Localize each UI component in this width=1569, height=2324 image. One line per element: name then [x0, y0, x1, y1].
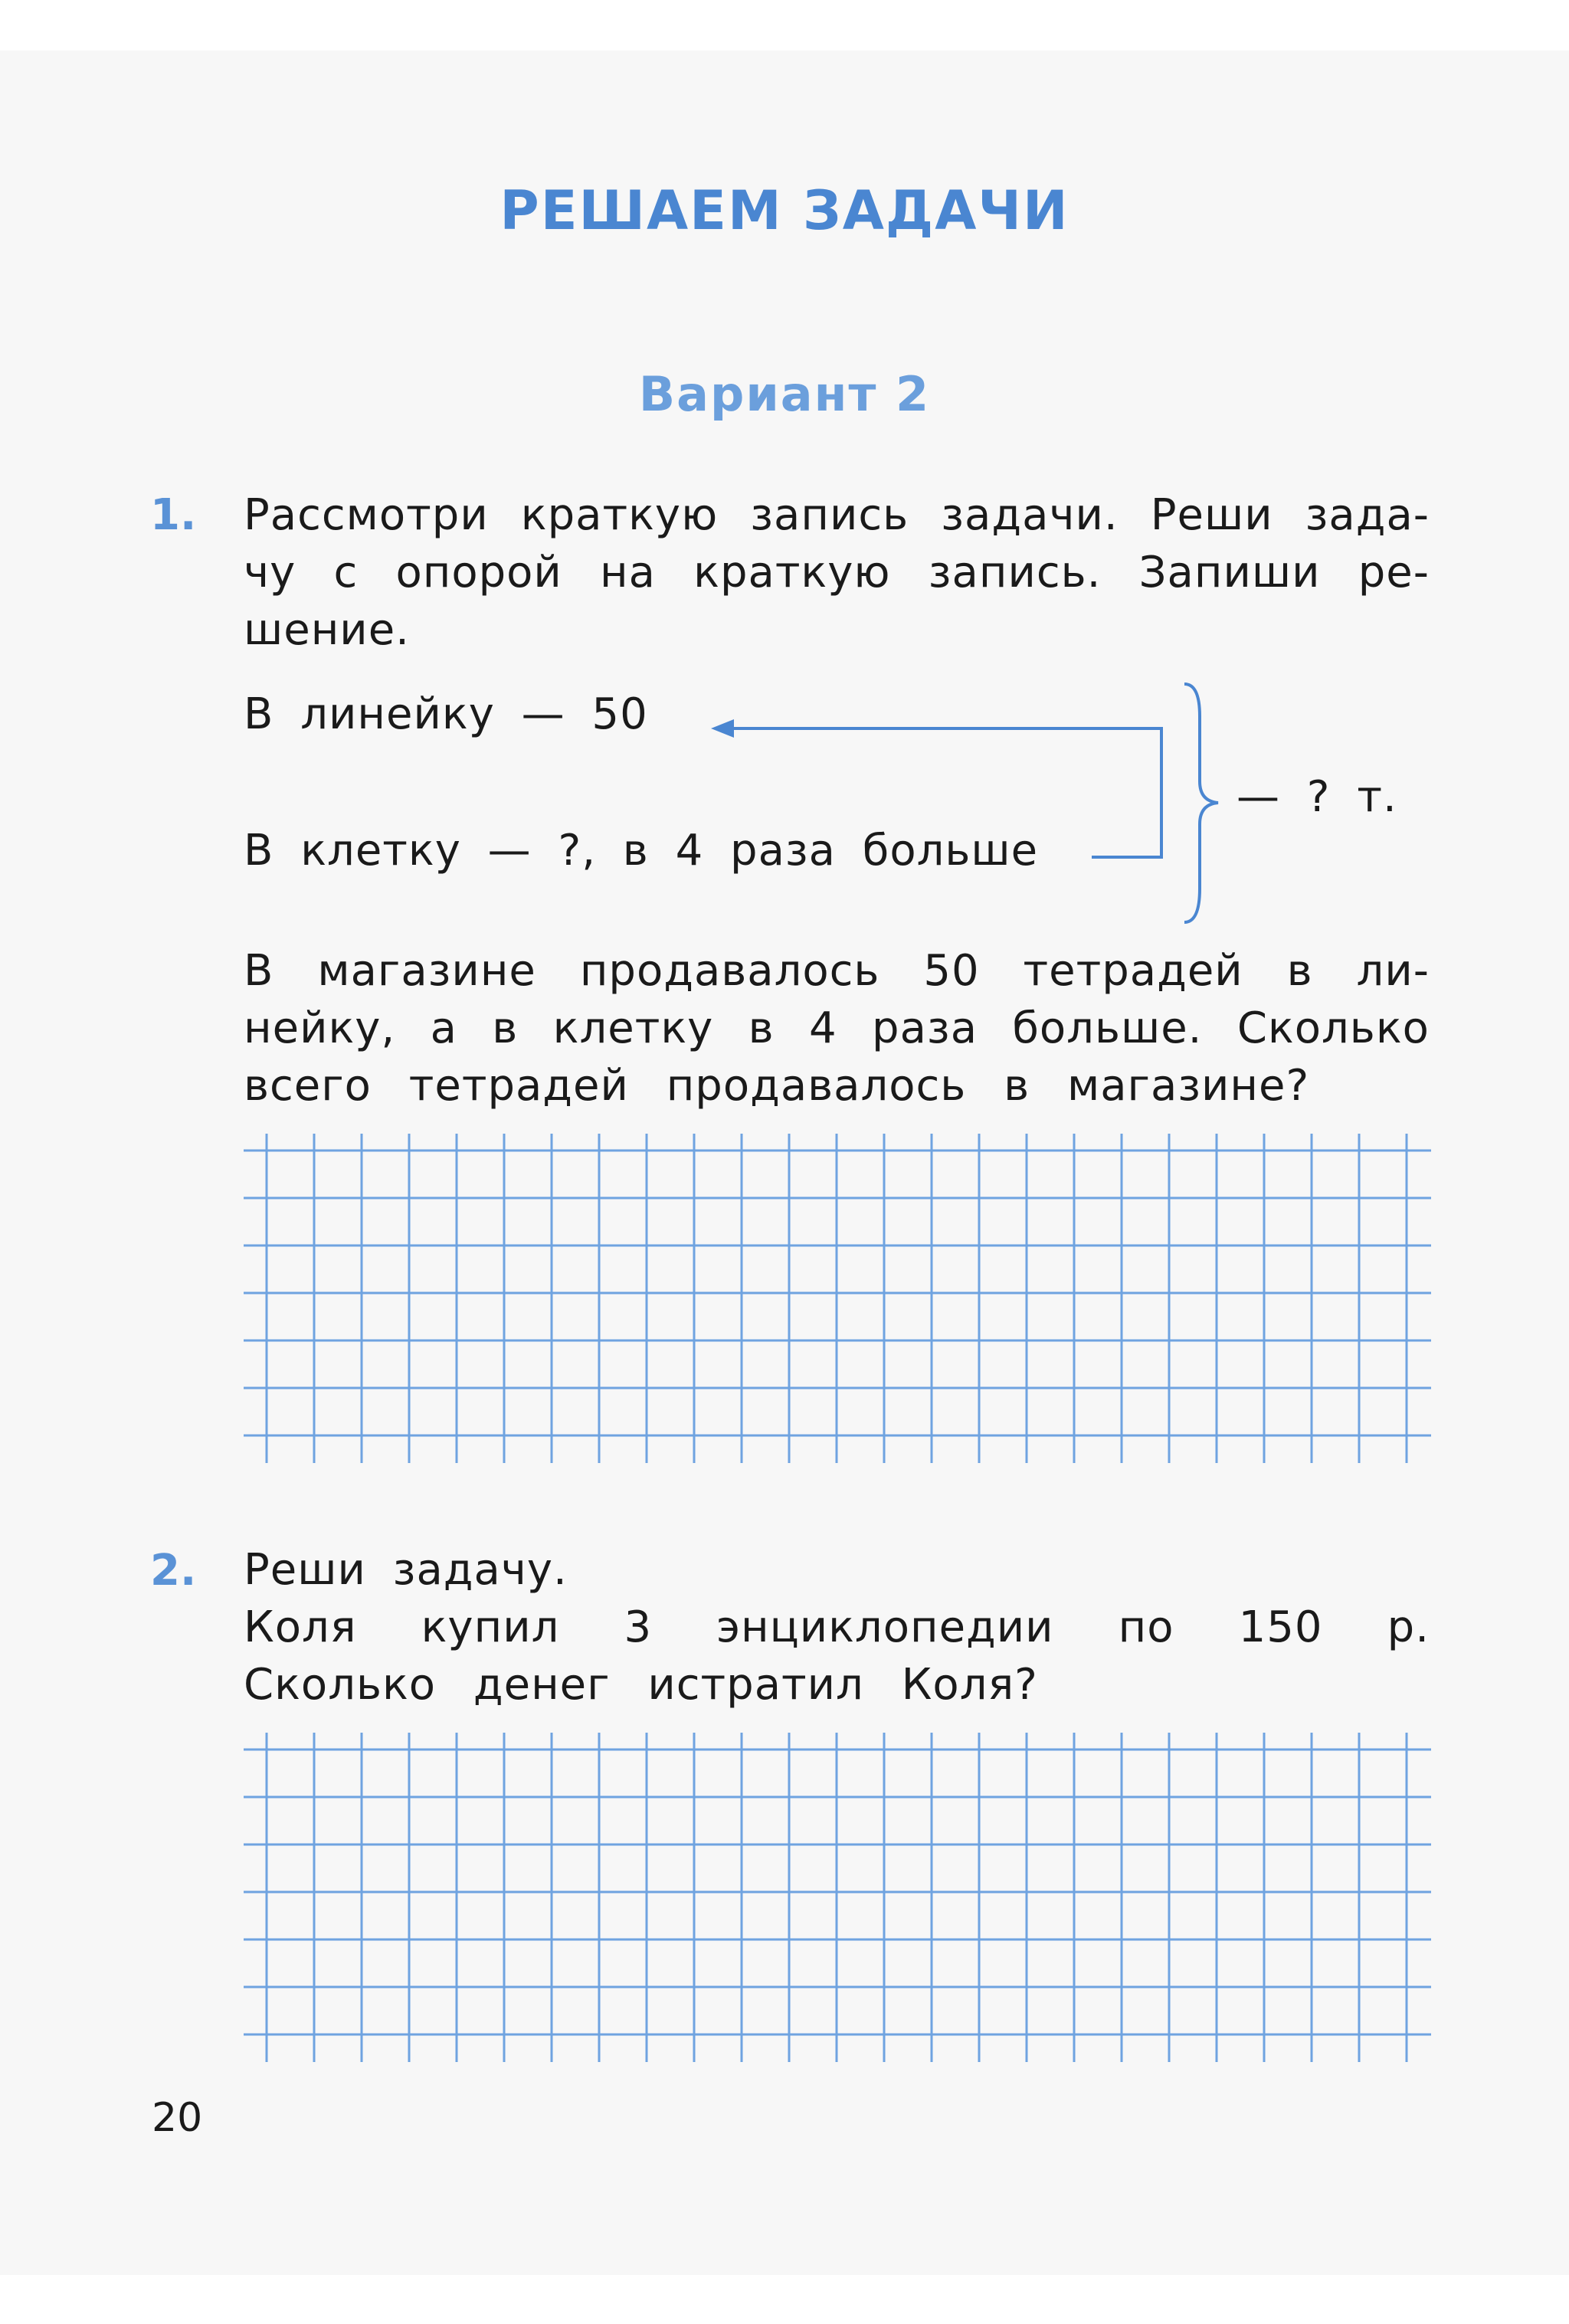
page-number: 20 [152, 2095, 203, 2141]
task2-number: 2. [150, 1546, 197, 1596]
arrow-head-icon [711, 719, 734, 738]
task1-instruction-line-1: Рассмотри краткую запись задачи. Реши зада- [244, 490, 1430, 540]
task1-instruction-line-3: шение. [244, 605, 410, 655]
scheme-row-squared: В клетку — ?, в 4 раза больше [244, 826, 1039, 876]
variant-heading: Вариант 2 [638, 366, 931, 422]
task1-problem-line-1: В магазине продавалось 50 тетрадей в ли- [244, 946, 1430, 996]
page-title: РЕШАЕМ ЗАДАЧИ [500, 179, 1069, 242]
task2-problem-line-2: Сколько денег истратил Коля? [244, 1660, 1038, 1710]
task1-problem-line-2: нейку, а в клетку в 4 раза больше. Сколько [244, 1003, 1430, 1053]
task1-problem-line-3: всего тетрадей продавалось в магазине? [244, 1061, 1310, 1111]
task1-number: 1. [150, 490, 197, 540]
curly-brace-icon [1184, 684, 1218, 922]
scheme-connector [722, 728, 1161, 857]
answer-grid-task1[interactable] [244, 1134, 1431, 1471]
scheme-row-ruled: В линейку — 50 [244, 689, 648, 739]
task2-problem-line-1: Коля купил 3 энциклопедии по 150 р. [244, 1602, 1430, 1652]
scheme-total: — ? т. [1237, 772, 1397, 822]
task2-instruction: Реши задачу. [244, 1545, 568, 1595]
task1-instruction-line-2: чу с опорой на краткую запись. Запиши ре- [244, 548, 1430, 597]
answer-grid-task2[interactable] [244, 1733, 1431, 2070]
